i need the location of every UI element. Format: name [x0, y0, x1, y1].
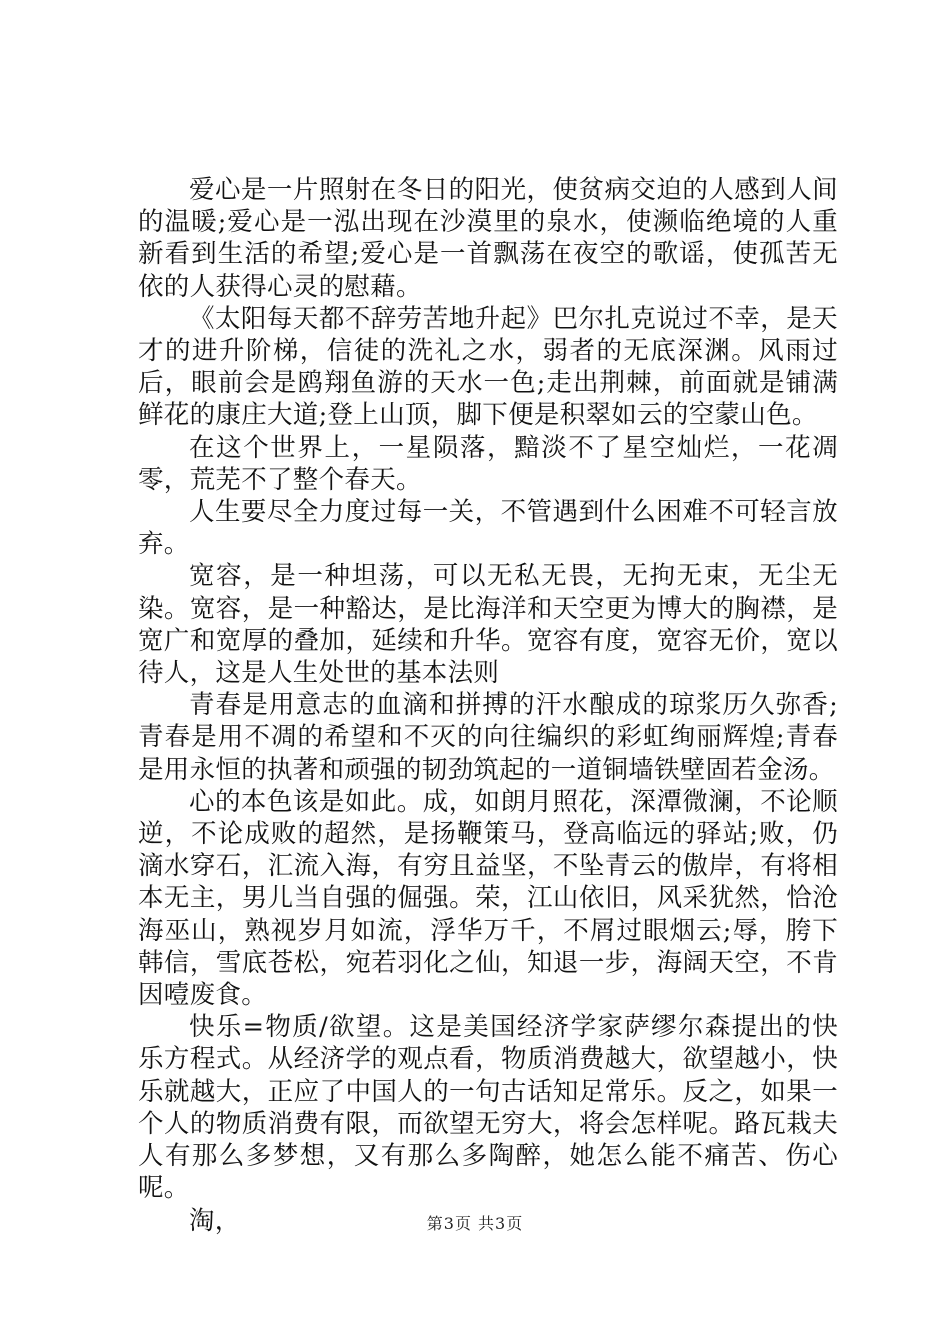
body-text — [138, 174, 838, 1237]
paragraph-happiness-formula: 快乐=物质/欲望。这是美国经济学家萨缪尔森提出的快乐方程式。从经济学的观点看，物质消费越大，欲望越小，快乐就越大，正应了中国人的一句古话知足常乐。反之，如果一个人的物质消费有限，而欲望无穷大，将会怎样呢。路瓦栽夫人有那么多梦想，又有那么多陶醉，她怎么能不痛苦、伤心呢。 — [138, 1012, 838, 1204]
paragraph-fragment: 淘， — [189, 1205, 241, 1236]
page-footer: 第3页 共3页 — [426, 1214, 524, 1233]
paragraph-love: 爱心是一片照射在冬日的阳光，使贫病交迫的人感到人间的温暖;爱心是一泓出现在沙漠里的泉水，使濒临绝境的人重新看到生活的希望;爱心是一首飘荡在夜空的歌谣，使孤苦无依的人获得心灵的慰藉。 — [138, 175, 838, 302]
paragraph-heart-nature: 心的本色该是如此。成，如朗月照花，深潭微澜，不论顺逆，不论成败的超然，是扬鞭策马，登高临远的驿站;败，仍滴水穿石，汇流入海，有穷且益坚，不坠青云的傲岸，有将相本无主，男儿当自强的倔强。荣，江山依旧，风采犹然，恰沧海巫山，熟视岁月如流，浮华万千，不屑过眼烟云;辱，胯下韩信，雪底苍松，宛若羽化之仙，知退一步，海阔天空，不肯因噎废食。 — [138, 786, 838, 1011]
paragraph-tolerance: 宽容，是一种坦荡，可以无私无畏，无拘无束，无尘无染。宽容，是一种豁达，是比海洋和天空更为博大的胸襟，是宽广和宽厚的叠加，延续和升华。宽容有度，宽容无价，宽以待人，这是人生处世的基本法则 — [138, 561, 838, 689]
paragraph-star-falls: 在这个世界上，一星陨落，黯淡不了星空灿烂，一花凋零，荒芜不了整个春天。 — [138, 432, 838, 495]
paragraph-youth: 青春是用意志的血滴和拼搏的汗水酿成的琼浆历久弥香;青春是用不凋的希望和不灭的向往编织的彩虹绚丽辉煌;青春是用永恒的执著和顽强的韧劲筑起的一道铜墙铁壁固若金汤。 — [138, 690, 838, 785]
paragraph-sun-rises: 《太阳每天都不辞劳苦地升起》巴尔扎克说过不幸，是天才的进升阶梯，信徒的洗礼之水，弱者的无底深渊。风雨过后，眼前会是鸥翔鱼游的天水一色;走出荆棘，前面就是铺满鲜花的康庄大道;登上山顶，脚下便是积翠如云的空蒙山色。 — [138, 303, 838, 431]
paragraph-never-give-up: 人生要尽全力度过每一关，不管遇到什么困难不可轻言放弃。 — [138, 497, 838, 560]
